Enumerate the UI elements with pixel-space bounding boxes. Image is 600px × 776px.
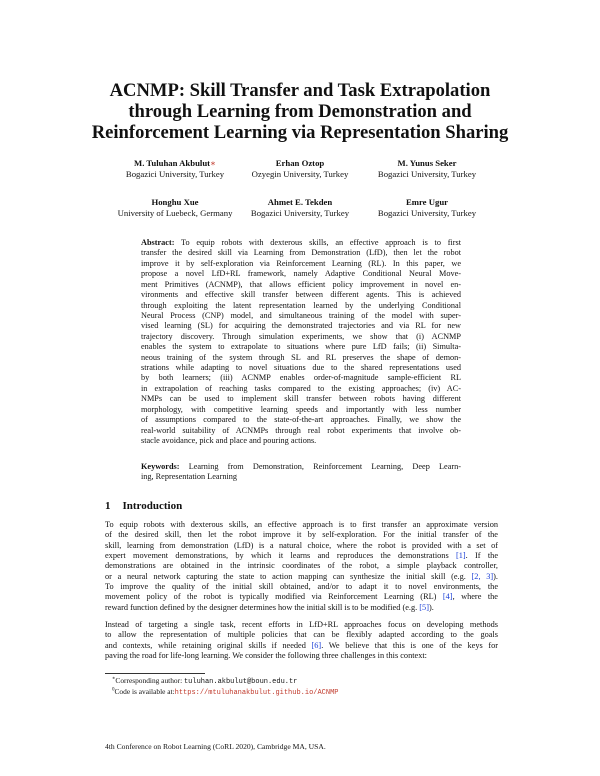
abstract [141,238,461,446]
keywords [141,462,461,483]
abstract-line: through exploiting the latent representation learned by the underlying Conditional [141,300,461,310]
body-line: Instead of targeting a single task, recent efforts in LfD+RL approaches focus on developing methods [105,620,498,629]
footnotes [112,676,502,698]
abstract-line: Abstract: To equip robots with dexterous skills, an effective approach is to first [141,238,461,247]
abstract-line: vised learning (SL) for acquiring the demonstrated trajectories and via RL for new [141,321,461,331]
author-name: Honghu Xue [151,197,199,207]
abstract-line: trajectory discovery. Through simulation experiments, we show that (i) ACNMP [141,331,461,341]
code-url-link[interactable]: https://mtuluhanakbulut.github.io/ACNMP [174,689,339,697]
author-affiliation: Bogazici University, Turkey [377,208,477,218]
footnote-divider [105,673,205,674]
abstract-label: Abstract: [141,238,175,247]
body-line: reward function defined by the designer determines how the initial skill is to be modified (e.g. [5]). [105,602,434,612]
author-affiliation: Bogazici University, Turkey [250,208,350,218]
body-line: To improve the quality of the initial skill obtained, and/or to adapt it to novel environments, the [105,582,498,592]
abstract-line: by both learners; (iii) ACNMP enables order-of-magnitude sample-efficient RL [141,373,461,383]
abstract-line: vironments and effective skill transfer between different agents. This is achieved [141,290,461,300]
author-name: M. Tuluhan Akbulut [134,158,211,168]
paper-title [90,80,510,143]
body-line: skill, learning from demonstration (LfD) is a natural choice, where the robot is provided with a set of [105,540,498,550]
abstract-line: neous training of the system through SL and RL preserves the shape of demon- [141,352,461,362]
author-email-link[interactable]: tuluhan.akbulut@boun.edu.tr [183,678,298,686]
abstract-line: transfer the desired skill via Learning from Demonstration (LfD), then let the robot [141,248,461,258]
body-line: or a neural network capturing the state to action mapping can synthesize the initial skill (e.g. [2, 3]). [105,571,498,581]
body-line: and contexts, while retaining original skills if needed [6]. We believe that this is one of the keys for [105,640,499,650]
author-affiliation: Ozyegin University, Turkey [251,169,349,179]
body-line: of the desired skill, then let the robot improve it by self-exploration. For the initial transfer of the [105,530,498,540]
section-title: Introduction [122,500,183,512]
title-line: Reinforcement Learning via Representation Sharing [91,122,509,143]
title-line: through Learning from Demonstration and [128,101,472,122]
body-line: movement policy of the robot is typically modified via Reinforcement Learning (RL) [4], where the [105,592,498,602]
keywords-line: Keywords: Learning from Demonstration, Reinforcement Learning, Deep Learn- [141,462,461,471]
citation-link[interactable]: [6] [311,640,322,650]
conference-footer: 4th Conference on Robot Learning (CoRL 2020), Cambridge MA, USA. [105,742,326,751]
author-affiliation: University of Luebeck, Germany [117,208,233,218]
citation-link[interactable]: [1] [455,551,466,561]
author-affiliation: Bogazici University, Turkey [125,169,225,179]
abstract-line: strations while adapting to novel situations due to the shared representations used [141,363,461,373]
author-name: Erhan Oztop [275,158,325,168]
abstract-line: ment Primitives (ACNMP), that allows efficient policy improvement in novel en- [141,279,461,289]
author-block [342,197,512,219]
abstract-line: propose a novel LfD+RL framework, namely Adaptive Conditional Neural Move- [141,269,461,279]
abstract-line: in extrapolation of reaching tasks compared to the existing approaches; (iv) AC- [141,383,461,393]
section-number: 1 [105,500,111,512]
body-line: paving the road for life-long learning. We consider the following three challenges in this context: [105,651,427,661]
author-affiliation: Bogazici University, Turkey [377,169,477,179]
footnote-corresponding-author: ∗Corresponding author: tuluhan.akbulut@boun.edu.tr [112,676,298,686]
abstract-line: of assumptions compared to the state-of-the-art approaches. Finally, we show the [141,415,461,425]
abstract-line: real-world suitability of ACNMPs through real robot experiments that involve ob- [141,425,461,435]
keywords-line: ing, Representation Learning [141,472,237,482]
keywords-label: Keywords: [141,462,180,471]
author-name: Emre Ugur [405,197,449,207]
abstract-line: enables the system to extrapolate to situations where pure LfD fails; (ii) Simulta- [141,342,461,352]
author-name: M. Yunus Seker [397,158,457,168]
footnote-code: $^0$Code is available at:https://mtuluhanakbulut.github.io/ACNMP [112,687,339,697]
intro-paragraph-2 [105,620,498,661]
author-block [342,158,512,180]
body-line: To equip robots with dexterous skills, an effective approach is to first transfer an approximate version [105,520,498,529]
body-line: to allow the representation of multiple policies that can be flexibly adapted according to the goals [105,630,498,640]
section-heading [105,500,182,512]
intro-paragraph-1 [105,520,498,613]
body-line: demonstrations are obtained in the intrinsic coordinates of the robot, a simple playback controller, [105,561,498,571]
citation-link[interactable]: [5] [419,602,429,612]
abstract-line: Neural Process (CNP) model, and simultaneous training of the model with super- [141,310,461,320]
abstract-line: stacle avoidance, pick and place and pouring actions. [141,436,317,446]
author-name: Ahmet E. Tekden [267,197,333,207]
corresponding-author-mark: ∗ [210,158,216,168]
citation-link[interactable]: [2, 3] [471,571,494,581]
abstract-line: improve it by self-exploration via Reinforcement Learning (RL). In this paper, we [141,258,461,268]
citation-link[interactable]: [4] [442,592,453,602]
body-line: expert movement demonstrations, by which it learns and reproduces the demonstrations [1]. If the [105,551,498,561]
abstract-line: morphology, with competitive learning speeds and importantly with less number [141,404,461,414]
title-line: ACNMP: Skill Transfer and Task Extrapolation [109,80,491,101]
abstract-line: NMPs can be used to implement skill transfer between robots having different [141,394,461,404]
